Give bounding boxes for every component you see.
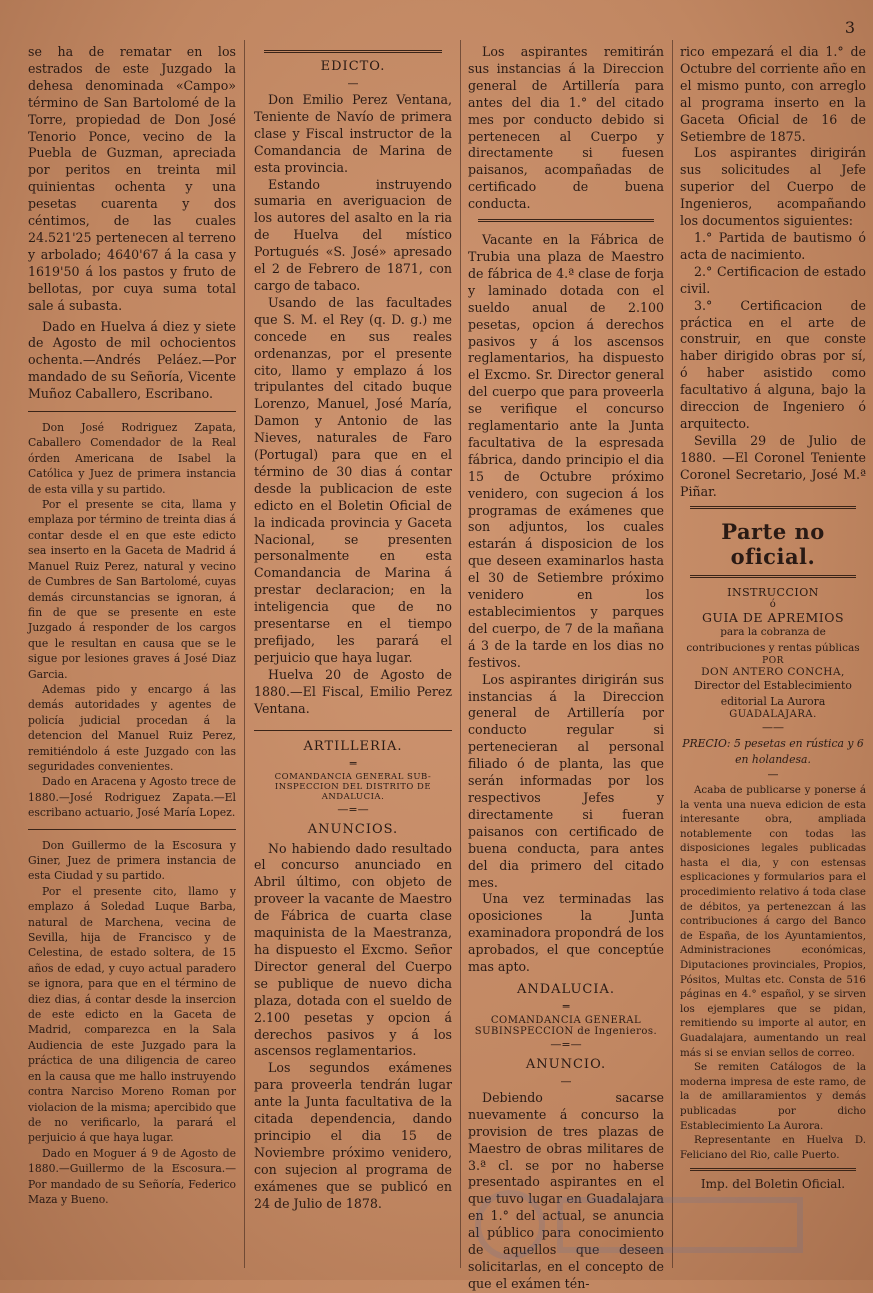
announcement-title: ANUNCIO.	[525, 1056, 607, 1072]
section-title: Parte no oficial.	[721, 519, 825, 570]
edict-text: Usando de las facultades que S. M. el Rey (q. D. g.) me concede en sus reales ordenanzas, por el presente cito, llamo y emplazo á los tripulantes del citado buque Lorenzo, Manuel, José María, Damon y Antonio de las Nieves, naturales de Faro (Portugal) para que en el término de 30 dias á contar desde la publicacion de este edicto en el Boletin Oficial de la indicada provincia y Gaceta Nacional, se presenten personalmente en esta Comandancia de Marina á prestar declaracion; en la inteligencia que de no presentarse en el tiempo prefijado, les parará el perjuicio que haya lugar.	[254, 294, 452, 665]
requirement-item: 3.° Certificacion de práctica en el arte de construir, en que conste haber dirigido obras por sí, ó haber asistido como facultativo á alguna, bajo la direccion de Ingeniero ó arquitecto.	[680, 297, 866, 431]
ad-title: INSTRUCCION	[727, 586, 819, 600]
divider	[254, 730, 452, 731]
edict-text: Por el presente cito, llamo y emplazo á Soledad Luque Barba, natural de Marchena, vecina de Sevilla, hija de Francisco y de Celestina, de estado soltera, de 15 años de edad, y cuyo actual paradero se ignora, para que en el término de diez dias, á contar desde la insercion de este edicto en la Gaceta de Madrid, comparezca en la Sala Audiencia de este Juzgado para la práctica de una diligencia de careo en la causa que me hallo instruyendo contra Narciso Moreno Roman por violacion de la misma; apercibido que de no verificarlo, la parará el perjuicio á que haya lugar.	[28, 884, 236, 1145]
edict-text: Ademas pido y encargo á las demás autoridades y agentes de policía judicial procedan á la detencion del Manuel Ruiz Perez, remitiéndolo á este Juzgado con las seguridades convenientes.	[28, 682, 236, 773]
requirement-item: 2.° Certificacion de estado civil.	[680, 263, 866, 296]
ad-guide-title: GUIA DE APREMIOS	[701, 610, 845, 626]
announcement-text: No habiendo dado resultado el concurso anunciado en Abril último, con objeto de proveer la vacante de Maestro de Fábrica de cuarta clase maquinista de la Maestranza, ha dispuesto el Excmo. Señor Director general del Cuerpo se publique de nuevo dicha plaza, dotada con el sueldo de 2.100 pesetas y opcion á derechos pasivos y á los ascensos reglamentarios.	[254, 840, 452, 1059]
ad-author: DON ANTERO CONCHA,	[701, 666, 845, 679]
edict-heading: Don Emilio Perez Ventana, Teniente de Navío de primera clase y Fiscal instructor de la Comandancia de Marina de esta provincia.	[254, 92, 452, 175]
edict-signature: Dado en Aracena y Agosto trece de 1880.—José Rodriguez Zapata.—El escribano actuario, José María Lopez.	[28, 775, 236, 820]
separator: ═	[349, 756, 357, 770]
column-divider	[244, 40, 245, 1268]
command-title: COMANDANCIA GENERAL SUBINSPECCION de Ingenieros.	[474, 1014, 658, 1037]
announcement-text: Los aspirantes dirigirán sus instancias á la Direccion general de Artillería por conducto regular si pertenecieran al personal filiado ó de planta, las que serán informadas por los respectivos Jefes y directamente si fueran paisanos con certificado de buena conducta, para antes del dia primero del citado mes.	[468, 671, 664, 890]
divider	[28, 829, 236, 830]
announcement-text: Debiendo sacarse nuevamente á concurso la provision de tres plazas de Maestro de obras militares de 3.ª cl. se por no haberse presentado aspirantes en el que tuvo lugar en Guadalajara en 1.° del actual, se anuncia al público para conocimiento de aquellos que deseen solicitarlas, en el concepto de que el exámen tén-	[468, 1089, 664, 1291]
edict-text: Estando instruyendo sumaria en averiguacion de los autores del asalto en la ria de Huelva del místico Portugués «S. José» apresado el 2 de Febrero de 1871, con cargo de tabaco.	[254, 176, 452, 293]
announcement-text: Los segundos exámenes para proveerla tendrán lugar ante la Junta facultativa de la citada dependencia, dando principio el dia 15 de Noviembre próximo venidero, con sujecion al programa de exámenes que se publicó en 24 de Julio de 1878.	[254, 1060, 452, 1211]
separator: —=—	[550, 1037, 582, 1051]
ad-city: GUADALAJARA.	[729, 709, 817, 721]
edict-signature: Huelva 20 de Agosto de 1880.—El Fiscal, Emilio Perez Ventana.	[254, 666, 452, 716]
separator: ——	[762, 721, 784, 735]
column-1	[28, 44, 236, 1270]
announcement-text: rico empezará el dia 1.° de Octubre del corriente año en el mismo punto, con arreglo al programa inserto en la Gaceta Oficial de 16 de Setiembre de 1875.	[680, 44, 866, 144]
edict-text: Por el presente se cita, llama y emplaza por término de treinta dias á contar desde el en que este edicto sea inserto en la Gaceta de Madrid á Manuel Ruiz Perez, natural y vecino de Cumbres de San Bartolomé, cuyas demás circunstancias se ignoran, á fin de que se presente en este Juzgado á responder de los cargos que le resultan en causa que se le sigue por lesiones graves á José Diaz Garcia.	[28, 498, 236, 681]
command-title: COMANDANCIA GENERAL SUB-INSPECCION DEL DISTRITO DE ANDALUCIA.	[274, 771, 432, 802]
ad-text: Representante en Huelva D. Feliciano del Rio, calle Puerto.	[680, 1134, 866, 1161]
announcement-text: Vacante en la Fábrica de Trubia una plaza de Maestro de fábrica de 4.ª clase de forja y laminado dotada con el sueldo anual de 2.100 pesetas, opcion á derechos pasivos y á los ascensos reglamentarios, ha dispuesto el Excmo. Sr. Director general del cuerpo que para proveerla se verifique el concurso reglamentario ante la Junta facultativa de la espresada fábrica, dando principio el dia 15 de Octubre próximo venidero, con sugecion á los programas de exámenes que son adjuntos, los cuales estarán á disposicion de los que deseen examinarlos hasta el 30 de Setiembre próximo venidero en los establecimientos y parques del cuerpo, de 7 de la mañana á 3 de la tarde en los dias no festivos.	[468, 232, 664, 670]
ad-text: Se remiten Catálogos de la moderna impresa de este ramo, de la de amillaramientos y demás publicadas por dicho Establecimiento La Aurora.	[680, 1061, 866, 1132]
divider	[28, 411, 236, 412]
printer-footer: Imp. del Boletin Oficial.	[700, 1177, 846, 1192]
divider	[690, 1168, 856, 1171]
separator: —	[347, 77, 359, 90]
requirement-item: 1.° Partida de bautismo ó acta de nacimiento.	[680, 229, 866, 262]
edict-signature: Dado en Moguer á 9 de Agosto de 1880.—Guillermo de la Escosura.—Por mandado de su Señoría, Federico Maza y Bueno.	[28, 1146, 236, 1206]
separator: —	[767, 767, 779, 781]
ad-price: PRECIO: 5 pesetas en rústica y 6 en holandesa.	[682, 737, 864, 766]
edict-heading: Don José Rodriguez Zapata, Caballero Comendador de la Real órden Americana de Isabel la Católica y Juez de primera instancia de esta villa y su partido.	[28, 421, 236, 496]
column-4	[680, 44, 866, 1270]
auction-text: se ha de rematar en los estrados de este Juzgado la dehesa denominada «Campo» término de San Bartolomé de la Torre, propiedad de Don José Tenorio Ponce, vecino de la Puebla de Guzman, apreciada por peritos en treinta mil quinientas ochenta y una pesetas cuarenta y dos céntimos, de las cuales 24.521'25 pertenecen al terreno y arbolado; 4640'67 á la casa y 1619'50 á los pastos y fruto de bellotas, por cuya suma total sale á subasta.	[28, 44, 236, 313]
announcements-title: ANUNCIOS.	[307, 821, 399, 837]
column-2	[254, 44, 452, 1270]
announcement-text: Una vez terminadas las oposiciones la Junta examinadora propondrá de los aprobados, el que conceptúe mas apto.	[468, 891, 664, 975]
edict-title: EDICTO.	[320, 59, 386, 74]
divider	[690, 506, 856, 509]
ad-guide-subtitle: para la cobranza de contribuciones y rentas públicas	[686, 626, 860, 654]
auction-signature: Dado en Huelva á diez y siete de Agosto de mil ochocientos ochenta.—Andrés Peláez.—Por mandado de su Señoría, Vicente Muñoz Caballero, Escribano.	[28, 318, 236, 402]
announcement-signature: Sevilla 29 de Julio de 1880. —El Coronel Teniente Coronel Secretario, José M.ª Piñar.	[680, 432, 866, 499]
column-3	[468, 44, 664, 1291]
divider	[478, 219, 654, 222]
separator: —	[560, 1074, 572, 1088]
divider	[690, 575, 856, 578]
section-title: ARTILLERIA.	[303, 738, 403, 754]
ad-text: Acaba de publicarse y ponerse á la venta una nueva edicion de esta interesante obra, ampliada notablemente con todas las disposiciones legales publicadas hasta el dia, y con estensas esplicaciones y formularios para el procedimiento relativo á toda clase de débitos, ya pertenezcan á las contribuciones á cargo del Banco de España, de los Ayuntamientos, Administraciones económicas, Diputaciones provinciales, Propios, Pósitos, Multas etc. Consta de 516 páginas en 4.° español, y se sirven los ejemplares que se pidan, remitiendo su importe al autor, en Guadalajara, aumentando un real más si se envian sellos de correo.	[680, 783, 866, 1059]
separator: —=—	[337, 802, 369, 816]
section-title: ANDALUCIA.	[516, 981, 616, 997]
column-divider	[672, 40, 673, 1268]
ad-by: POR	[762, 656, 784, 667]
divider	[264, 50, 442, 53]
column-divider	[460, 40, 461, 1268]
page-number: 3	[844, 18, 855, 37]
ad-author-description: Director del Establecimiento editorial La Aurora	[694, 679, 852, 708]
edict-heading: Don Guillermo de la Escosura y Giner, Juez de primera instancia de esta Ciudad y su partido.	[28, 838, 236, 883]
announcement-text: Los aspirantes dirigirán sus solicitudes al Jefe superior del Cuerpo de Ingenieros, acompañando los documentos siguientes:	[680, 145, 866, 229]
announcement-text: Los aspirantes remitirán sus instancias á la Direccion general de Artillería para antes del dia 1.° del citado mes por conducto debido si pertenecen al Cuerpo y directamente si fuesen paisanos, acompañadas de certificado de buena conducta.	[468, 44, 664, 212]
separator: ═	[562, 999, 570, 1013]
ad-conjunction: ó	[769, 599, 777, 611]
